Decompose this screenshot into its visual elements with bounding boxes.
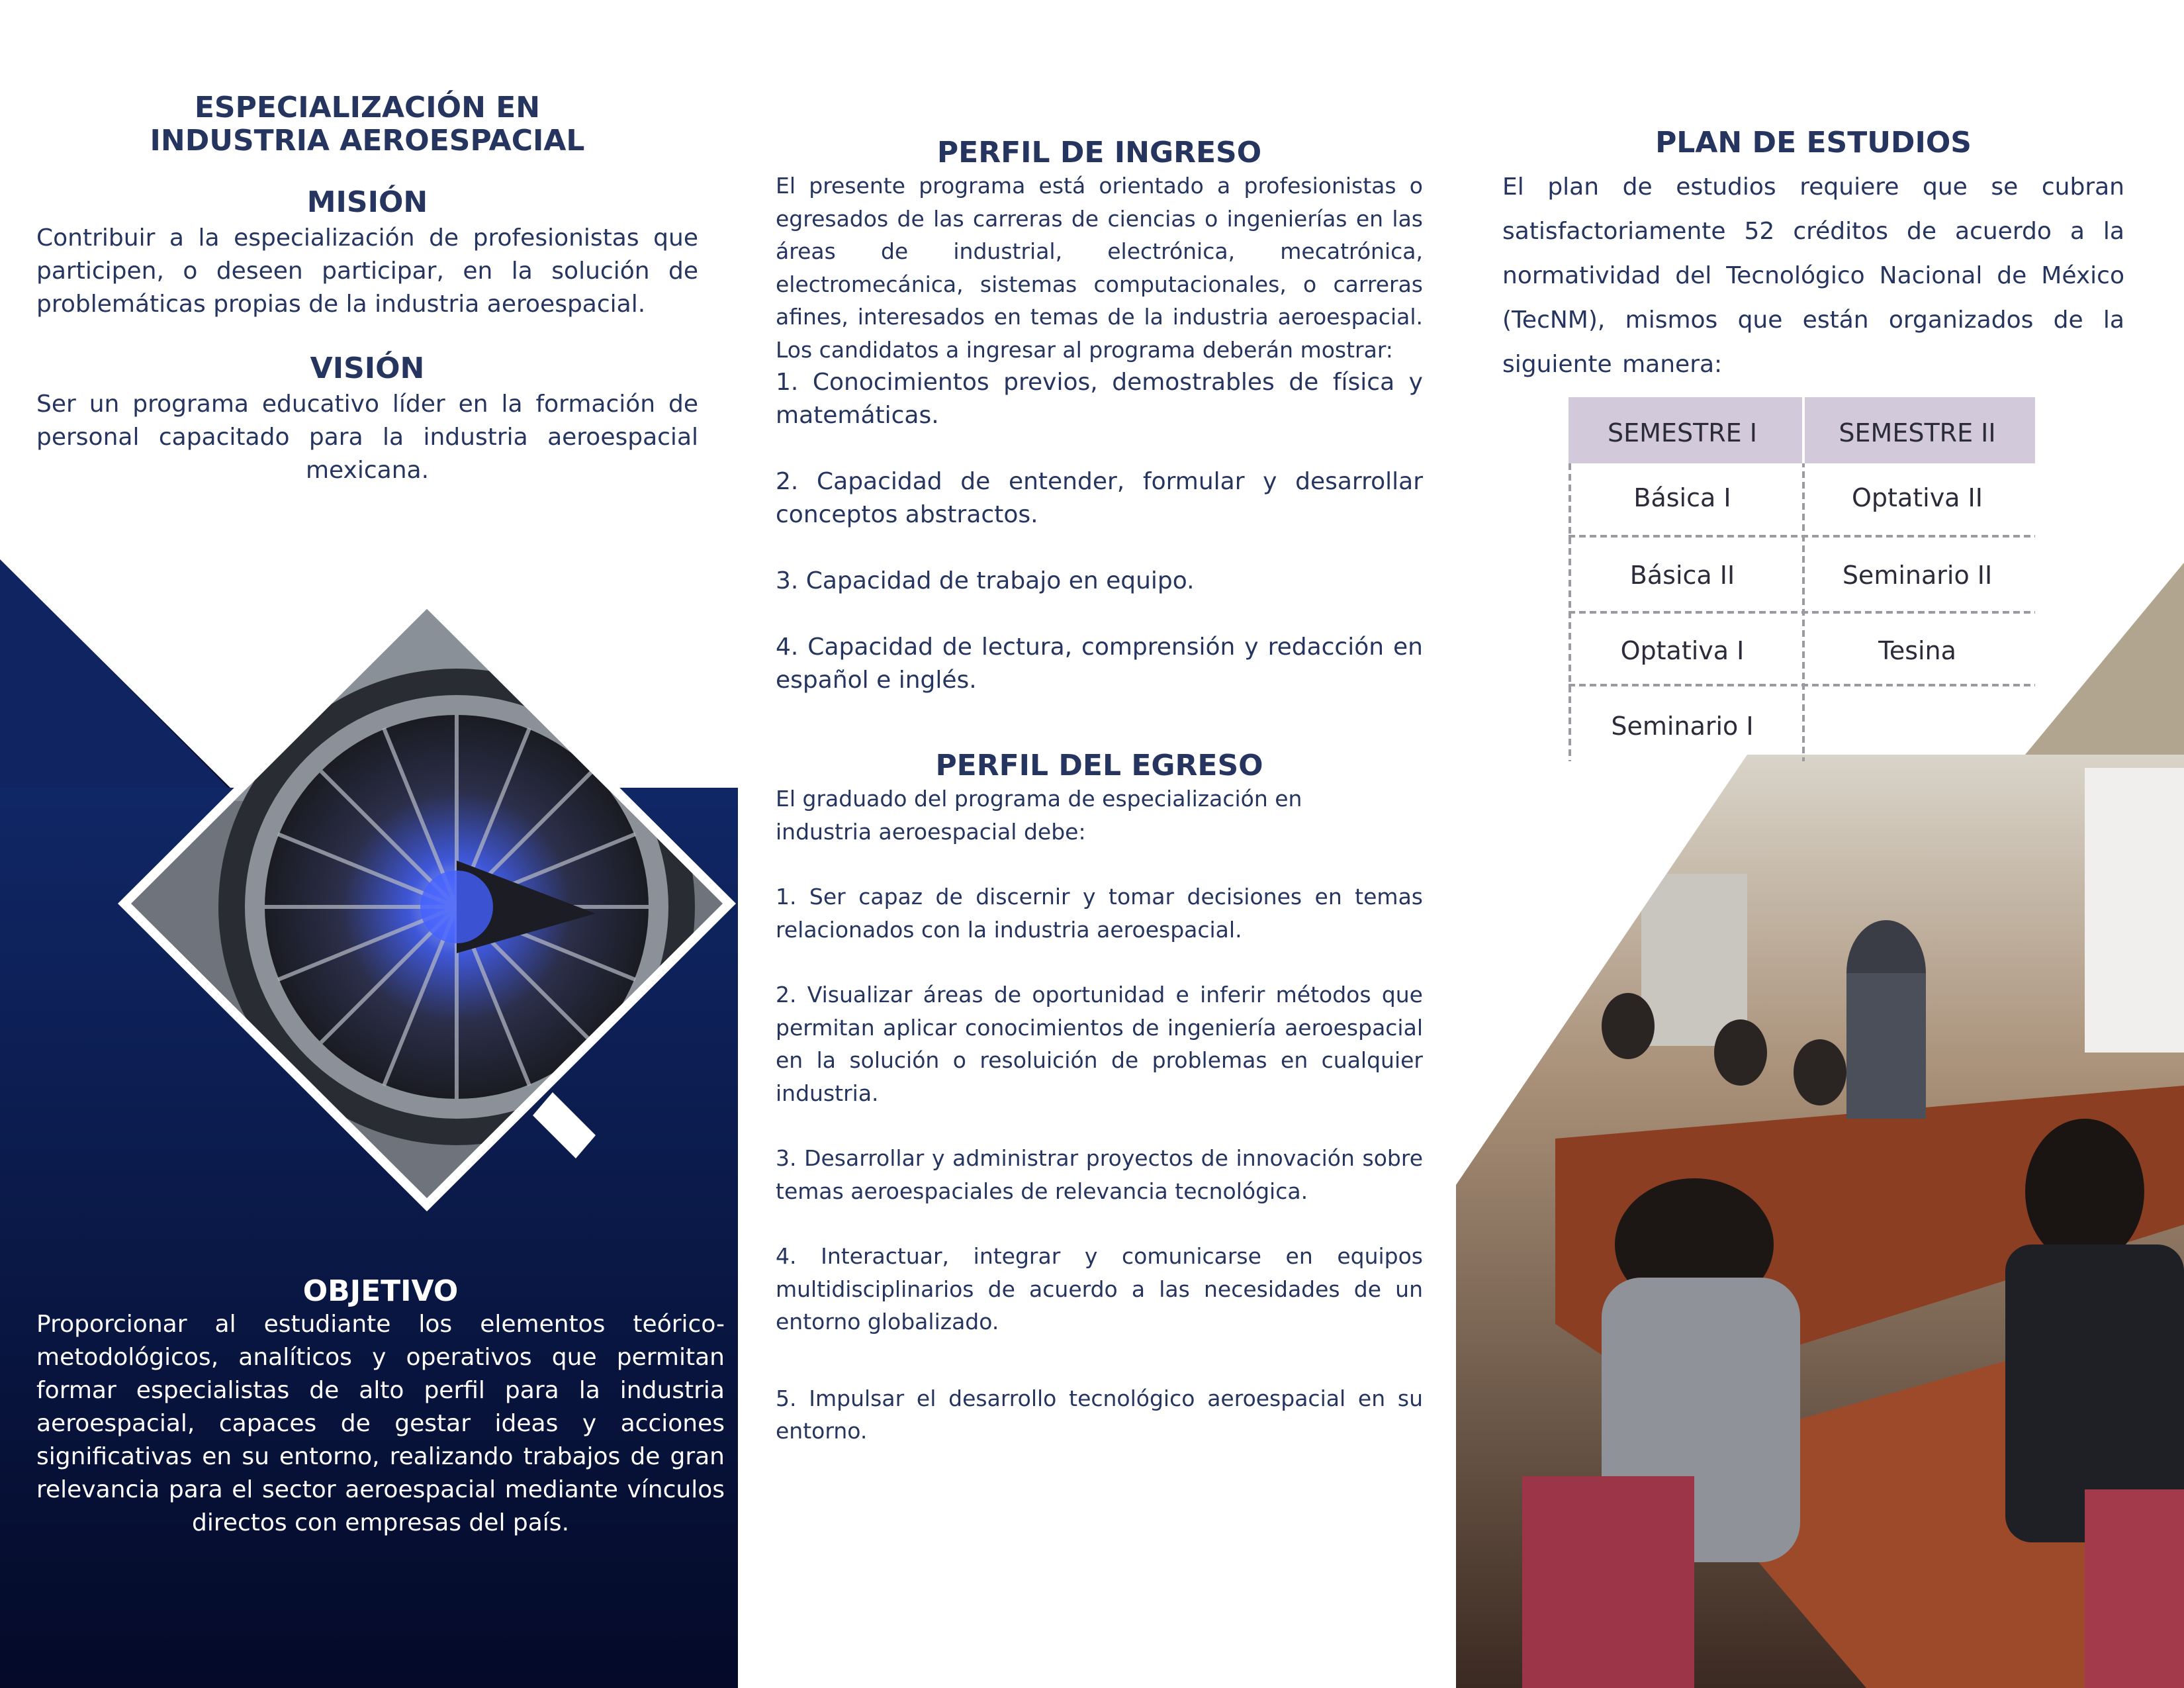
objetivo-heading: OBJETIVO bbox=[302, 1274, 459, 1308]
ingreso-item-2: 2. Capacidad de entender, formular y desarrollar conceptos abstractos. bbox=[776, 468, 1423, 528]
egreso-item-5: 5. Impulsar el desarrollo tecnológico aeroespacial en su entorno. bbox=[776, 1385, 1423, 1444]
vision-text: Ser un programa educativo líder en la formación de personal capacitado para la industria aeroespacial mexicana. bbox=[36, 391, 698, 484]
table-cell: Seminario II bbox=[1842, 561, 1993, 590]
mision-heading: MISIÓN bbox=[306, 185, 428, 219]
table-cell: Optativa II bbox=[1852, 483, 1983, 512]
table-cell: Optativa I bbox=[1620, 636, 1745, 665]
curriculum-table bbox=[1569, 397, 2035, 761]
table-header-1: SEMESTRE I bbox=[1608, 418, 1757, 447]
ingreso-item-1: 1. Conocimientos previos, demostrables de física y matemáticas. bbox=[776, 369, 1423, 429]
ingreso-item-3: 3. Capacidad de trabajo en equipo. bbox=[776, 567, 1195, 594]
mision-text: Contribuir a la especialización de profesionistas que participen, o deseen participar, en la solución de problemáticas propias de la industria aeroespacial. bbox=[36, 224, 698, 318]
table-cell: Básica II bbox=[1629, 561, 1735, 590]
ingreso-heading: PERFIL DE INGRESO bbox=[936, 136, 1262, 169]
objetivo-text: Proporcionar al estudiante los elementos teórico-metodológicos, analíticos y operativos que permitan formar especialistas de alto perfil para la industria aeroespacial, capaces de gestar ideas y acciones significativas en su entorno, realizando trabajos de gran relevancia para el sector aeroespacial mediante vínculos directos con empresas del país. bbox=[36, 1311, 725, 1536]
title-line-1: ESPECIALIZACIÓN EN bbox=[194, 91, 541, 124]
egreso-item-4: 4. Interactuar, integrar y comunicarse en equipos multidisciplinarios de acuerdo a las necesidades de un entorno globalizado. bbox=[776, 1243, 1423, 1335]
egreso-intro: El graduado del programa de especialización en industria aeroespacial debe: bbox=[776, 786, 1302, 845]
vision-heading: VISIÓN bbox=[310, 352, 425, 385]
egreso-heading: PERFIL DEL EGRESO bbox=[935, 749, 1263, 782]
ingreso-intro: El presente programa está orientado a profesionistas o egresados de las carreras de ciencias o ingenierías en las áreas de industrial, electrónica, mecatrónica, electromecánica, sistemas computacionales, o carreras afines, interesados en temas de la industria aeroespacial. Los candidatos a ingresar al programa deberán mostrar: bbox=[776, 173, 1423, 363]
egreso-item-2: 2. Visualizar áreas de oportunidad e inferir métodos que permitan aplicar conocimientos de ingeniería aeroespacial en la solución o resoluición de problemas en cualquier industria. bbox=[776, 982, 1423, 1106]
egreso-item-1: 1. Ser capaz de discernir y tomar decisiones en temas relacionados con la industria aeroespacial. bbox=[776, 884, 1423, 943]
table-header-2: SEMESTRE II bbox=[1839, 418, 1996, 447]
table-cell: Básica I bbox=[1633, 483, 1731, 512]
right-column bbox=[1502, 126, 2124, 387]
title-line-2: INDUSTRIA AEROESPACIAL bbox=[150, 124, 585, 158]
ingreso-item-4: 4. Capacidad de lectura, comprensión y redacción en español e inglés. bbox=[776, 633, 1423, 694]
egreso-item-3: 3. Desarrollar y administrar proyectos de innovación sobre temas aeroespaciales de relevancia tecnológica. bbox=[776, 1145, 1423, 1204]
objetivo-block bbox=[36, 1274, 725, 1540]
plan-text: El plan de estudios requiere que se cubran satisfactoriamente 52 créditos de acuerdo a la normatividad del Tecnológico Nacional de México (TecNM), mismos que están organizados de la siguiente manera: bbox=[1502, 173, 2124, 378]
table-cell: Tesina bbox=[1878, 636, 1956, 665]
middle-column bbox=[776, 136, 1423, 1448]
table-cell: Seminario I bbox=[1611, 712, 1754, 741]
plan-heading: PLAN DE ESTUDIOS bbox=[1655, 126, 1972, 160]
left-column bbox=[36, 91, 698, 487]
brochure-title bbox=[36, 91, 698, 158]
